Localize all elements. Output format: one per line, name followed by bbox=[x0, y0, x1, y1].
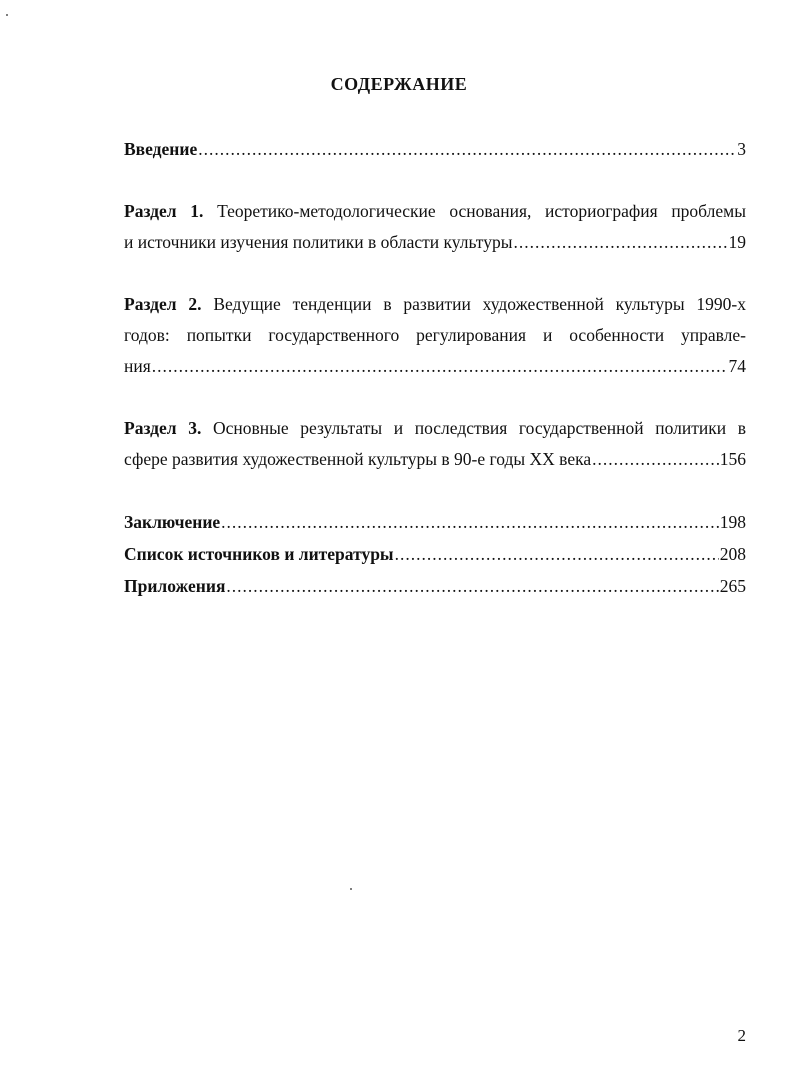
toc-section-3-page: 156 bbox=[719, 449, 746, 469]
toc-sources-page: 208 bbox=[719, 544, 746, 564]
toc-section-2-line-3 bbox=[124, 351, 746, 382]
leader-dots bbox=[592, 444, 719, 475]
toc-section-1-label: Раздел 1. bbox=[124, 201, 204, 221]
toc-section-2-line-2 bbox=[124, 320, 746, 351]
toc-sources-label: Список источников и литературы bbox=[124, 544, 394, 564]
scan-speck bbox=[350, 888, 352, 890]
toc-section-1-line-2 bbox=[124, 227, 746, 258]
scan-speck bbox=[6, 14, 8, 16]
toc-intro-label: Введение bbox=[124, 139, 198, 159]
toc-appendix-label: Приложения bbox=[124, 576, 226, 596]
toc-section-1-page: 19 bbox=[728, 232, 746, 252]
table-of-contents bbox=[124, 134, 746, 602]
toc-section-3-line-2 bbox=[124, 444, 746, 475]
toc-conclusion-page: 198 bbox=[719, 512, 746, 532]
toc-section-2-line-1 bbox=[124, 289, 746, 320]
toc-entry-section-3 bbox=[124, 413, 746, 475]
leader-dots bbox=[221, 506, 719, 538]
toc-section-3-text-1: Основные результаты и последствия государственной политики в bbox=[212, 418, 746, 438]
toc-entry-section-2 bbox=[124, 289, 746, 382]
toc-section-1-text-1: Теоретико-методологические основания, историография проблемы bbox=[217, 201, 746, 221]
leader-dots bbox=[152, 351, 728, 382]
toc-section-3-label: Раздел 3. bbox=[124, 418, 202, 438]
toc-section-3-text-2: сфере развития художественной культуры в 90-е годы XX века bbox=[124, 449, 592, 469]
page-number: 2 bbox=[737, 1026, 746, 1045]
toc-section-1-text-2: и источники изучения политики в области культуры bbox=[124, 232, 513, 252]
toc-section-2-page: 74 bbox=[728, 356, 746, 376]
leader-dots bbox=[513, 227, 727, 258]
toc-section-3-line-1 bbox=[124, 413, 746, 444]
toc-appendix-page: 265 bbox=[719, 576, 746, 596]
toc-intro-page: 3 bbox=[737, 139, 746, 159]
toc-entry-conclusion bbox=[124, 506, 746, 538]
leader-dots bbox=[198, 134, 736, 165]
toc-section-2-text-2: годов: попытки государственного регулирования и особенности управле- bbox=[124, 325, 746, 345]
toc-entry-intro bbox=[124, 134, 746, 165]
leader-dots bbox=[226, 570, 718, 602]
toc-entry-appendix bbox=[124, 570, 746, 602]
toc-section-2-text-3: ния bbox=[124, 356, 151, 376]
toc-entry-section-1 bbox=[124, 196, 746, 258]
toc-section-2-text-1: Ведущие тенденции в развитии художественной культуры 1990-х bbox=[213, 294, 746, 314]
toc-conclusion-label: Заключение bbox=[124, 512, 221, 532]
toc-section-1-line-1 bbox=[124, 196, 746, 227]
page-title: СОДЕРЖАНИЕ bbox=[330, 74, 468, 94]
leader-dots bbox=[395, 538, 719, 570]
toc-entry-sources bbox=[124, 538, 746, 570]
toc-section-2-label: Раздел 2. bbox=[124, 294, 202, 314]
